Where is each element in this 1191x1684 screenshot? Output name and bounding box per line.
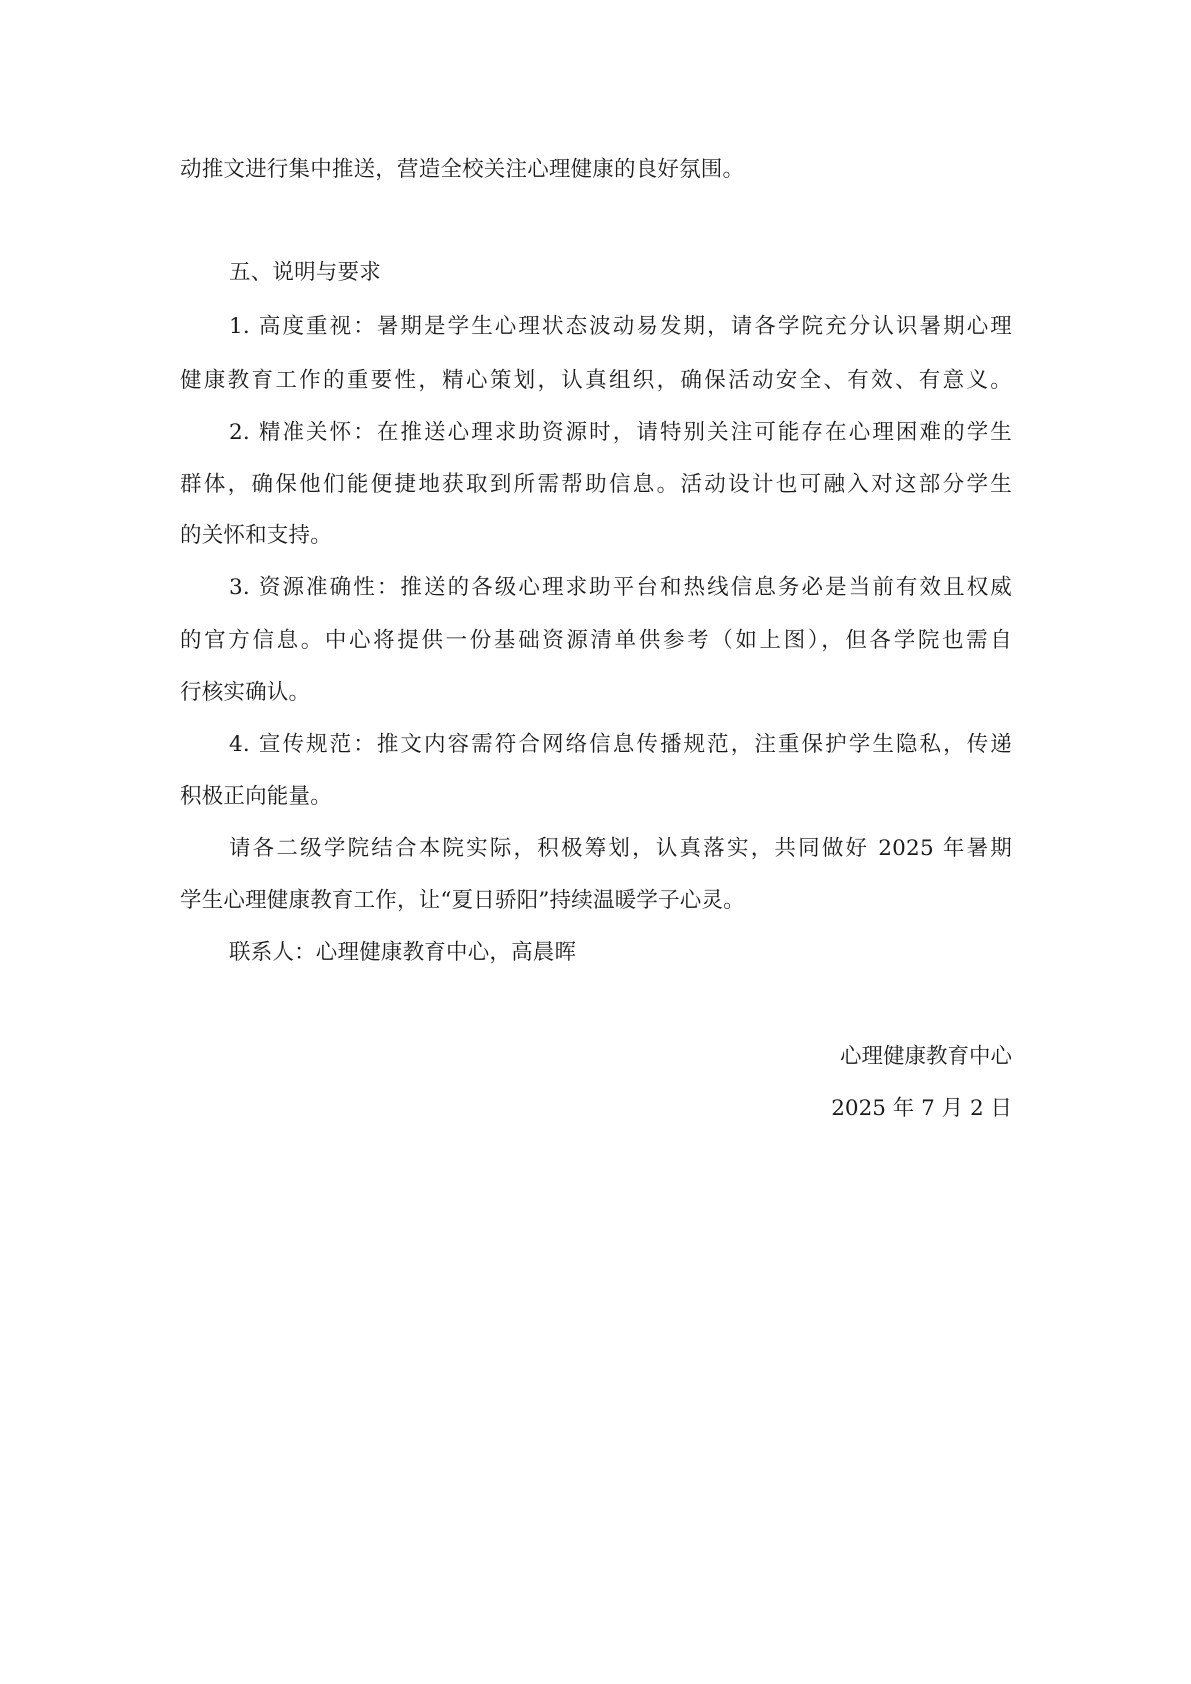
signature-organization: 心理健康教育中心: [839, 1044, 1012, 1069]
paragraph-line: 2. 精准关怀：在推送心理求助资源时，请特别关注可能存在心理困难的学生: [229, 420, 1012, 445]
paragraph-line: 请各二级学院结合本院实际，积极筹划，认真落实，共同做好 2025 年暑期: [229, 836, 1012, 861]
paragraph-line: 群体，确保他们能便捷地获取到所需帮助信息。活动设计也可融入对这部分学生: [180, 472, 1012, 497]
paragraph-line: 行核实确认。: [180, 680, 311, 705]
paragraph-line: 动推文进行集中推送，营造全校关注心理健康的良好氛围。: [180, 157, 745, 182]
paragraph-line: 学生心理健康教育工作，让“夏日骄阳”持续温暖学子心灵。: [180, 888, 745, 913]
signature-date: 2025 年 7 月 2 日: [831, 1096, 1012, 1121]
paragraph-line: 积极正向能量。: [180, 784, 332, 809]
paragraph-line: 4. 宣传规范：推文内容需符合网络信息传播规范，注重保护学生隐私，传递: [229, 732, 1012, 757]
paragraph-line: 健康教育工作的重要性，精心策划，认真组织，确保活动安全、有效、有意义。: [180, 368, 1012, 393]
contact-line: 联系人：心理健康教育中心，高晨晖: [229, 940, 577, 965]
paragraph-line: 3. 资源准确性：推送的各级心理求助平台和热线信息务必是当前有效且权威: [229, 575, 1012, 600]
paragraph-line: 的关怀和支持。: [180, 523, 332, 548]
paragraph-line: 的官方信息。中心将提供一份基础资源清单供参考（如上图），但各学院也需自: [180, 628, 1012, 653]
section-heading: 五、说明与要求: [229, 260, 381, 285]
paragraph-line: 1. 高度重视：暑期是学生心理状态波动易发期，请各学院充分认识暑期心理: [229, 314, 1012, 339]
